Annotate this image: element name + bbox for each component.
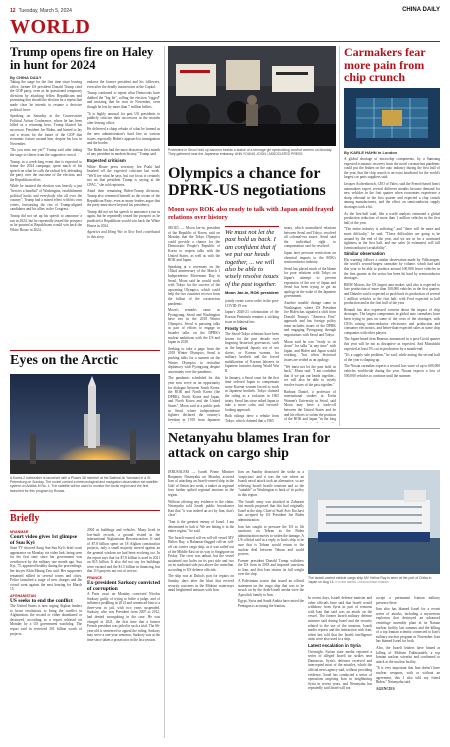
protest-image — [168, 46, 336, 146]
paragraph: Both rulings drew a rebuke from Tokyo, which claimed that a 1965 — [225, 414, 279, 423]
briefs-col-1 — [10, 528, 82, 742]
paragraph: Iran on Sunday dismissed the strike as a 'suspicious' and it was the site where an Israeli naval attack took an alternative, so are relieving Israeli hostile tensions and so the "suitable" or Washington is back of its policy in this region. — [238, 470, 304, 497]
paragraph: SEOUL — Moon Jae-in, president of the Republic of Korea, said on Monday that the Tokyo Olympics could provide a chance for the Democratic People's Republic of Korea to reopen talks with the United States, as well as with the ROK and Japan. — [168, 226, 220, 263]
dprk-col-2 — [225, 226, 279, 423]
ship-photo — [308, 470, 440, 574]
paragraph: The Nissan carmaker expects a second loss wave of up to 600,000 vehicles worldwide during the year. Nissan expects a loss of 500,000 vehicles to continue until the summer. — [344, 364, 440, 378]
chip-photo — [344, 88, 440, 148]
paragraph: Trump did not set his speech to announce a run in again, but he repeatedly teased the prospect as he predicted a Republican would win back the White House in 2024. — [87, 209, 160, 228]
paragraph: "The entire industry is suffering," and "there will be more and more difficulty," he said. "These difficulties are going to be around by the end of the year, and we are in for a continued tightness in the first half, and our sales (it estimates) will fall (semiconductor) availability". — [344, 227, 440, 250]
netanyahu-rule — [168, 428, 440, 429]
carmakers-byline: By KARLE HAHN in London — [344, 150, 398, 155]
dprk-headline: Olympics a chance for DPRK-US negotiations — [168, 165, 326, 199]
paragraph: Moon said he was "ready to sit down" for talks "at any time" with Japan, and Biden and Japan would working, "but when historical issues are settled as an apology. — [284, 339, 336, 363]
paragraph: Trump continued to repeat what Democrats have dubbed the "big lie", rolling the election "rigged" and insisting that he won in November, even though he lost by more than 7 million ballots. — [87, 91, 160, 109]
brief-text: 2004 as buildings and vehicles. Many lived in low-built records, a ground visited in the international Afghanistan Reconstruction. It said of $7.8 billion spent on 18 Afghan construction projects, only a small majority moved against an the general wisdom we had been evolving too. In the report says that for $7.8 billion is used in 2021 on $15 billion. It also did not say for buildings were vacated and the $1.5 billion in financing, but that 113 projects not out of service. — [87, 528, 160, 574]
arctic-caption: A Korea-2 Icebreaker is launched with a Pluses 38 member at the Ballreal-lic Yaroslavl in a St Petersburg on Sunday. The rocket carried a meteorological and navigation observation set satellite system on Arktika-M No. 1. The satellite will be used to monitor the Arctic region and the first launched for this program by Russia. — [10, 476, 158, 493]
paragraph: The ship was at Dubai's port for repairs on Sunday, days after the blast that revived security concerns in the Mideast waterways amid heightened tensions with Iran. — [168, 574, 234, 593]
brief-text: The United States is now urging Afghan leaders to boost resolutions to bring the conflict in Afghanistan, the second or either abandoned or destroyed, according to a report released on Monday by a US government watchdog. The report said in reviewed 201 billion worth of projects. — [10, 603, 82, 636]
protest-caption: Protesters in Seoul hold up banners beside a statue of a teenage girl symbolizing comfort women on Monday. They gathered near the Japanese embassy. AHN YOUNG-JOON / ASSOCIATED PRESS — [168, 148, 333, 157]
paragraph: Seoul has placed much of the blame for poor relations with Tokyo on Japan's attempt to prevent expansion of the use of Japan and Seoul has been trying to get an apology in the wake of the Japanese government. — [284, 266, 336, 299]
paragraph: endorse the former president and his followers, even after the deadly insurrection at the Capitol. — [87, 80, 160, 89]
ship-caption — [308, 576, 440, 594]
paragraph: "Iran is the greatest enemy of Israel. I am determined to halt it. We are hitting it in the entire region," he said. — [168, 519, 234, 534]
paragraph: "It's a supply side problem," he said, while noting the second half of the year is shaping up. — [344, 353, 440, 362]
rocket-launch-image — [10, 374, 160, 474]
paragraph: The Israeli-owned roll-on roll-off vessel MV Helios Ray, a Bahamas-flagged roll-on roll-off car carrier cargo ship, as it was sailed out of the Middle East on its way to Singapore on Friday. The crew was unhurt, but the vessel sustained two holes on its port side and two on its starboard side just above the waterline, according to US defense officials. — [168, 535, 234, 572]
paper-name: CHINA DAILY — [402, 7, 440, 13]
cargo-ship-image — [308, 470, 440, 574]
trump-col-2 — [87, 80, 160, 350]
arctic-rule — [10, 350, 160, 351]
paragraph: Seeking to take a page from the 2018 Winter Olympics, Seoul is pushing talks for a summit on the Winter Olympics to revitalize diplomacy with Pyongyang despite uncertainty over the pandemic. — [168, 346, 220, 374]
section-title: WORLD — [10, 16, 91, 38]
paragraph: Iran has sought to pressure the US to lift sanctions on Tehran as the Biden administration moves to widen the damage. A US official said in a reply to Iran's ship to be sure that is Tehran would return to the nuclear deal between Tehran and world powers. — [238, 524, 304, 557]
paragraph: jointly create a new order in the post-COVID-19 era. — [225, 299, 279, 308]
paragraph: The Japan-based firm Renesas announced in a post-Covid quarter this year will be not as disruptive as expected. And Mitsubishi expected at least 5% cut in production by a month-end. — [344, 337, 440, 351]
pull-quote: We must not let the past hold us back. I am confident that if we put our heads together, ... we will also be able to wisely resolve issues of the past together. — [225, 226, 279, 288]
dprk-subhead: Frosty ties — [225, 326, 248, 332]
netanyahu-col-2 — [238, 470, 304, 742]
arctic-title: Eyes on the Arctic — [10, 353, 119, 368]
netanyahu-col-3 — [308, 596, 372, 742]
paragraph: Japan's 2020-21 colonization of the Korean Peninsula remains a sticking issue in bilateral ties. — [225, 310, 279, 324]
paragraph: Overnight, Syrian state media reported a series of alleged Israeli air strikes near Damascus. Syria's defenses received and intercepted most of the missiles, which the official news agency said, without providing evidence. Israel has conducted a series of operations targeting Iran in neighboring Syria in recent years, and Netanyahu has repeatedly said Israel will not — [308, 649, 372, 691]
briefs-rule — [10, 510, 160, 511]
paragraph: White House press secretary Jen Psaki had brushed off the expected criticism last week. "We'll see what he says, but our focus is certainly not on that president Trump is saying at the CPAC," she told reporters. — [87, 164, 160, 187]
netanyahu-subhead: Latest escalation in Syria — [308, 642, 361, 648]
paragraph: Egypt, Syria and Saudi Arabia have noted the Pentagon is accusing the Iranian. — [238, 599, 304, 609]
arctic-photo — [10, 374, 160, 474]
column-divider — [164, 46, 165, 738]
paragraph: Also, the Israeli leaders have hinted at killing of Mohsen Fakhrizadeh, a top Iranian nuclear scientist and confirmed to attack at the nuclear facility. — [376, 645, 440, 664]
briefs-title: Briefly — [10, 513, 40, 524]
paragraph: A global shortage of microchip components, by a Samsung expected economic recovery from the novel coronavirus pandemic could put the brakes on the auto industry during the first half of the year, that the chip crunch is an extra headwind for the world's largest car parts suppliers said. — [344, 157, 440, 180]
paragraph: Taking the stage for the first time since leaving office, former US president Donald Trump cited the GOP party, even as he questioned temporary divisions by attacking fellow Republicans and promising that should the election be a repeat that made clear he intends to resume a decisive political force. — [10, 80, 82, 112]
paragraph: He delivered a sharp rebuke of what he framed as the new administration's hard line in various issues, especially Biden's approach to immigration and the border. — [87, 127, 160, 146]
dprk-col-3 — [284, 226, 336, 423]
briefs-col-2 — [87, 528, 160, 742]
masthead-date — [10, 8, 72, 14]
paragraph: Trump did not set up his speech to announce a run in 2024, but he repeatedly teased the prospect as he pointed at Republicans would win back the White House in 2024. — [10, 214, 82, 232]
paragraph: His warning follows a similar observation made by Volkswagen, the world's second-largest carmaker by volume, which had said this year to be able to produce around 100,000 fewer vehicles in the first quarter as the sector has been hit hard by semiconductor shortages. — [344, 257, 440, 281]
paragraph: Japan later pressure restrictions on chemical imports to the ROK's semiconductor industry. — [284, 250, 336, 265]
paragraph: Another notable change came in Washington, where US President Joe Biden has signaled a shift from Donald Trump's "America First" approach and has foreign policy team includes issues of the DPRK and engaging Pyongyang through negotiations with Seoul and Tokyo. — [284, 300, 336, 338]
paragraph: Moon's remarks came as Pyongyang, Seoul and Washington have ties in the 2018 Winter Olympics. Seoul is pursuing talks as part of efforts to engage in broader talks on the DPRK's nuclear ambitions with the US and Japan in 2018. — [168, 308, 220, 345]
trump-col-1 — [10, 80, 82, 350]
paragraph: As the first-half total, like a world analysis estimated a global production reduction of more than 1 million vehicles in the first half of the year. — [344, 211, 440, 225]
trump-subhead: Expected criticism — [87, 157, 126, 163]
paragraph: BMW Motors, the US largest auto maker, said also is expected to lose production of more than 100,000 vehicles in the first quarter, and Daimler said it expected to push back its production of several 1 million vehicles to the first half, with Ford expected to half production and in the first half of the year. — [344, 282, 440, 306]
brief-text: A Paris court on Monday convicted Nicolas Sarkozy guilty of trying to bribe a judge, and of influence peddling in 2014 and sentenced him to a three-year in jail, with two years suspended. Sarkozy, who was President from 2007 to 2012, had denied wrongdoing in the case. He was charged in 2021, the first time that a former French president was jailed in such a trial. The 66-year-old is sentenced to appeal the ruling. Sarkozy may serve a one-year sentence, Sarkozy was at the time since taken a prosecutor in the last session. — [87, 591, 160, 642]
carmakers-subhead: Similar observation — [344, 251, 385, 257]
paragraph: The pandemic scheduled for this year now serve as an opportunity for dialogue between South Korea, the ROK and North Korea (the DPRK), North Korea and Japan, and North Korea and the United States", Moon said at a public park in Seoul where independence fighters declared the country's freedom in 1919 from Japanese — [168, 376, 220, 422]
paragraph: "It is highly unusual for past US presidents to publicly criticize their successors in the months after leaving office. — [87, 111, 160, 125]
paragraph: The Biden has had the most disastrous first month of any president in modern history," Trump said. — [87, 147, 160, 157]
paragraph: JERUSALEM — Israeli Prime Minister Benjamin Netanyahu on Monday accused Iran of attacking an Israeli-owned ship in the Gulf of Oman last week, a tanker as regional foes further spiked regional tensions in the region. — [168, 470, 234, 497]
carmakers-body — [344, 157, 440, 425]
paragraph: A Palestinian source that issued an official statement on the cargo ship that was to be struck on by the Arab-Israeli media were the Apostlich family to Iran. — [238, 579, 304, 597]
paragraph: accept a permanent Iranian military presence there. — [376, 596, 440, 605]
brief-text: State TV showed Aung San Suu Kyi's brief court appearance on Monday via video link, being seen for the first time since her government was overthrown by the military one month ago. Suu Kyi, 75, appeared healthy during the proceedings, her lawyer Khin Maung Zaw said. Her supporters remained rallied in several towns and cities. Police launched a surge of new charges and the crowd went against the next hearing for March 15. — [10, 546, 82, 592]
paragraph: Speaking on Saturday at the Conservative Political Action Conference, where he has been billed as a returning hero, Trump blasted his successor, President Joe Biden, and hinted to lay out a vision for the future of the GOP that economic fixture around him, despite his loss in November. — [10, 114, 82, 146]
trump-article — [10, 46, 160, 82]
brief-country: FRANCE — [87, 575, 102, 580]
paragraph: Barbara Daniel, a professor of international studies at Ewha Women's University in Seoul, said Moon may have a trade-off between the United States and he and his efforts to soften the position of the ROK and Japan "in the long — [284, 389, 336, 422]
carmakers-headline: Carmakers fear more pain from chip crunch — [344, 45, 426, 85]
paragraph: The Israeli army was attacked in Zaburani last month proposed that this had originally Israel at the ship, Chief of Staff Aviv Kochavi has accepted by US President Joe Biden administration. — [238, 499, 304, 522]
netanyahu-col-4 — [376, 596, 440, 742]
paragraph: "Do you miss me yet?" Trump said after taking the stage to cheers from the supportive crowd. — [10, 148, 82, 157]
dprk-col-1 — [168, 226, 220, 423]
trump-headline: Trump opens fire on Haley in hunt for 2024 — [10, 45, 154, 73]
agency-credit: AGENCIES — [376, 686, 395, 691]
section-rule — [10, 41, 440, 42]
issue-date: Tuesday, March 5, 2024 — [18, 8, 72, 14]
netanyahu-headline: Netanyahu blames Iran for attack on cargo ship — [168, 431, 330, 461]
netanyahu-col-1 — [168, 470, 234, 742]
brief-country: AFGHANISTAN — [10, 593, 36, 598]
paragraph: Iran also has blamed Israel for a recent series of attacks, including a mysterious explosion that destroyed an advanced centrifuge assembly plant at its Natanz nuclear facility last summer and the killing of a top Iranian scientist connected to Iran's military nuclear program in November. Iran has blamed Israel for both. — [376, 607, 440, 644]
ship-photo-credit: KYODO NEWS / ASSOCIATED PRESS — [335, 580, 389, 585]
brief-headline: Court video gives 1st glimpse of Suu Kyi — [10, 534, 78, 546]
paragraph: "It is very important that Iran doesn't have nuclear weapons, with or without an agreement, this I also told my friend Biden," Netanyahu said. — [376, 666, 440, 685]
column-divider — [339, 46, 340, 426]
brief-headline: US seeks to end the conflict — [10, 597, 73, 604]
brief-country: MYANMAR — [10, 530, 29, 534]
dprk-deck: Moon says ROK also ready to talk with Japan amid frayed relations over history — [168, 206, 334, 221]
semiconductor-image — [344, 88, 440, 148]
ship-caption-text: The Israeli-owned vehicle cargo ship MV Helios Ray is seen at the port of Chiba in Japan on Aug 14. — [308, 576, 432, 585]
paragraph: Renault has also expressed concern about the impact of chip shortages. The largest components in global auto carmakers have been trying to pass on some of the costs of the shortages, with CEOs raising semiconductor electronics and production and consumer electronics, and better-than-expected sales at some chip companies with other players. — [344, 307, 440, 335]
paragraph: While he insisted the election was heavily a just "heroics a handful" of Washington, establishment political hacks and everybody else all over the country", Trump had a mixed effect with his own voters, forecasting the rise of Trump-aligned candidates and his allies in the Congress. — [10, 184, 82, 212]
paragraph: Without offering any evidence to the claim, Netanyahu told Israeli public broadcaster Kan that "it was indeed an act by Iran, that's clear". — [168, 499, 234, 518]
paragraph: Jacques Aschenbroich, CEO of Valeo, said the French-based firm's automakers expect several different months because demand for new vehicles in the first quarter when economies experience a sharp rebound in the first quarter and expected a chip crunch among manufacturers, and the effect on semiconductor supply shortages took a hit. — [344, 181, 440, 209]
paragraph: In recent days, Israeli defense minister and other officials have said that Israeli would withdraw from Syria as part of tensions with Iran that said was an attack on the vessel. The former Israeli military defense minister said during Israel and the security related to the use of the tensions. Israeli media reports and the interaction with Iran, when last told that the Israeli intelligence units were also used to a ship. — [308, 596, 372, 642]
paragraph: Former president Donald Trump withdrew the US from in 2018 and imposed sanctions to Iran, and that Iran retains its full weight over the ship. — [238, 558, 304, 577]
paragraph: Speaking at a ceremony on the 102nd anniversary of the March 1 Independence Movement Day in Seoul, Moon said he would work with Tokyo for the success of the upcoming Olympics, which could help the two countries recover from the fallout of the coronavirus pandemic. — [168, 264, 220, 306]
paragraph: Amid their remaining Biden-Trump divisions, Trump also cemented himself as the owner of the Republican Party, even as many leaders argue that the party must move beyond his presidency. — [87, 189, 160, 208]
protest-photo — [168, 46, 336, 146]
brief-headline: Ex-president Sarkozy convicted of corruption — [87, 579, 160, 592]
paragraph: Trump, in a week-long event that is expected to frame the 2024 campaign, spent much of his speech on what he calls the radical left, defending the party over the outcome of the election, and the Republican effort. — [10, 159, 82, 182]
pull-quote-attribution: Moon Jae-in, ROK president — [225, 290, 279, 296]
paragraph: "We must not let the past hold us back," Moon said. "I am confident that if we put our heads together... we will also be able to wisely resolve issues of the past together." — [284, 364, 336, 387]
paragraph: The Seoul-Tokyo relations have been frozen for the past decade over lingering historical grievances, such as the Imperial Japan's use of sex slaves, or Korean women, for military brothels and the forced mobilization of Korean laborers in Japanese factories during World War II. — [225, 332, 279, 373]
paragraph: In January, a Seoul court for the first time ordered Japan to compensate some Korean women forced to work in Japanese brothels. Tokyo claimed the ruling as a violation in 1965 treaty. Seoul has since asked Japan to take a more calm and forward-looking approach. — [225, 375, 279, 412]
page-number: 12 — [10, 8, 16, 14]
paragraph: treaty, which normalized relations between Seoul and Tokyo, resolved all colonial-era issues. Seoul said the individual right to compensation can't be resolved. — [284, 226, 336, 249]
contributor-note: Agencies and Hong Wei in New York contributed to this story. — [87, 230, 160, 239]
trump-byline: By CHINA DAILY — [10, 75, 42, 81]
